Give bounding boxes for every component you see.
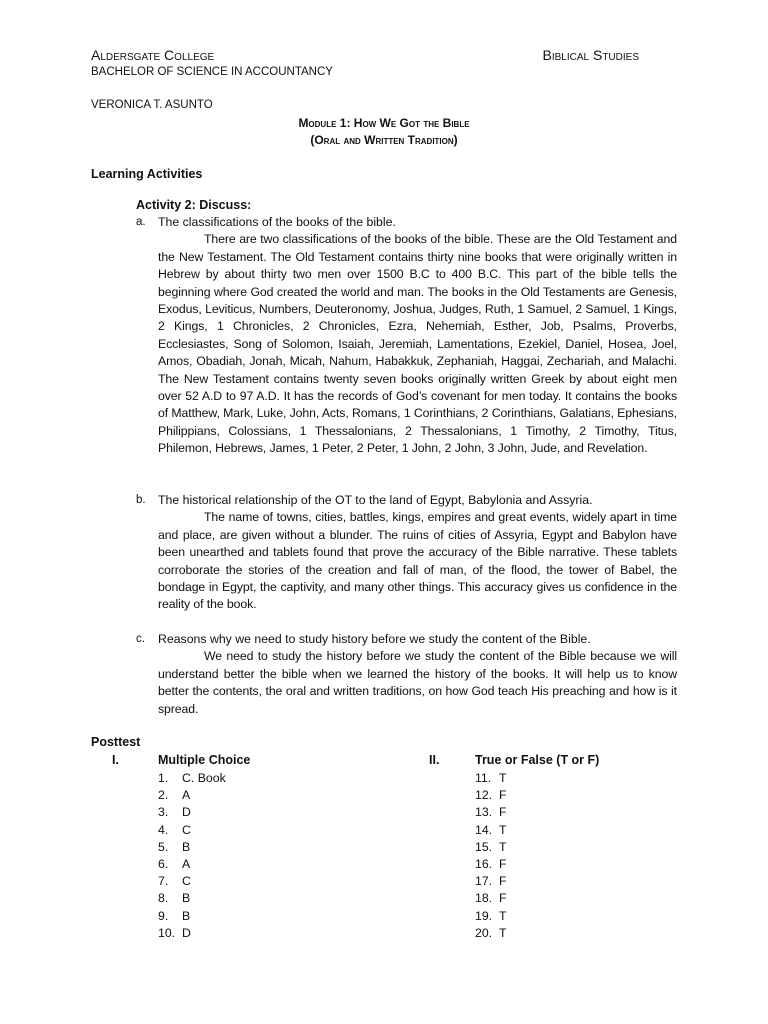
answer-value: T: [499, 822, 507, 837]
answer-number: 1.: [158, 771, 169, 785]
answer-value: B: [182, 891, 191, 906]
answer-row: [158, 925, 226, 942]
item-marker: a.: [136, 216, 146, 228]
answer-number: 3.: [158, 805, 169, 820]
answer-value: B: [182, 839, 191, 854]
answer-value: C. Book: [182, 771, 226, 785]
item-body: The name of towns, cities, battles, kings, empires and great events, widely apart in time and place, are given without a blunder. The ruins of cities of Assyria, Egypt and Babylon have been unearthed and tablets found that prove the accuracy of the Bible narrative. These tablets corroborate the stories of the creation and fall of man, of the flood, the tower of Babel, the bondage in Egypt, the captivity, and many other things. This accuracy gives us confidence in the reality of the book.: [158, 510, 677, 612]
answer-number: 2.: [158, 788, 169, 803]
multiple-choice-answers: [158, 770, 226, 942]
item-title: The classifications of the books of the bible.: [158, 215, 396, 229]
answer-number: 15.: [475, 839, 493, 854]
answer-row: [475, 890, 507, 907]
answer-row: [158, 839, 226, 856]
answer-value: C: [182, 874, 191, 889]
answer-value: T: [499, 839, 507, 854]
answer-value: A: [182, 788, 191, 803]
answer-value: D: [182, 925, 191, 940]
program-name: BACHELOR OF SCIENCE IN ACCOUNTANCY: [91, 66, 333, 78]
answer-number: 8.: [158, 891, 169, 906]
answer-number: 17.: [475, 874, 493, 889]
answer-row: [158, 822, 226, 839]
section-title: Multiple Choice: [158, 753, 251, 767]
activity-item-c: [136, 631, 677, 718]
answer-value: C: [182, 822, 191, 837]
answer-row: [158, 804, 226, 821]
answer-row: [158, 787, 226, 804]
section-title: True or False (T or F): [475, 753, 600, 767]
answer-number: 5.: [158, 839, 169, 854]
answer-number: 10.: [158, 925, 176, 940]
answer-row: [475, 804, 507, 821]
module-title-block: [0, 115, 768, 149]
answer-number: 19.: [475, 908, 493, 923]
answer-row: [475, 925, 507, 942]
answer-number: 12.: [475, 788, 493, 803]
document-header-left: [91, 47, 333, 81]
answer-row: [475, 839, 507, 856]
answer-value: T: [499, 925, 507, 940]
answer-number: 9.: [158, 908, 169, 923]
answer-row: [158, 890, 226, 907]
answer-row: [475, 770, 507, 787]
answer-number: 16.: [475, 857, 493, 872]
item-marker: c.: [136, 633, 145, 645]
author-name: VERONICA T. ASUNTO: [91, 99, 213, 111]
true-false-answers: [475, 770, 507, 942]
answer-value: D: [182, 805, 191, 820]
answer-value: F: [499, 891, 507, 906]
subject-name: Biblical Studies: [542, 47, 639, 63]
answer-value: T: [499, 908, 507, 923]
activity-item-b: [136, 492, 677, 614]
item-body: There are two classifications of the books of the bible. These are the Old Testament and the New Testament. The Old Testament contains thirty nine books that were originally written in Hebrew by about thirty two men over 1500 B.C to 400 B.C. This part of the bible tells the beginning where God created the world and man. The books in the Old Testaments are Genesis, Exodus, Leviticus, Numbers, Deuteronomy, Joshua, Judges, Ruth, 1 Samuel, 2 Samuel, 1 Kings, 2 Kings, 1 Chronicles, 2 Chronicles, Ezra, Nehemiah, Esther, Job, Psalms, Proverbs, Ecclesiastes, Song of Solomon, Isaiah, Jeremiah, Lamentations, Ezekiel, Daniel, Hosea, Joel, Amos, Obadiah, Jonah, Micah, Nahum, Habakkuk, Zephaniah, Haggai, Zechariah, and Malachi. The New Testament contains twenty seven books originally written Greek by about eight men over 52 A.D to 97 A.D. It has the records of God’s covenant for men today. It contains the books of Matthew, Mark, Luke, John, Acts, Romans, 1 Corinthians, 2 Corinthians, Galatians, Ephesians, Philippians, Colossians, 1 Thessalonians, 2 Thessalonians, 1 Timothy, 2 Timothy, Titus, Philemon, Hebrews, James, 1 Peter, 2 Peter, 1 John, 2 John, 3 John, Jude, and Revelation.: [158, 232, 677, 456]
answer-row: [475, 787, 507, 804]
answer-number: 6.: [158, 857, 169, 872]
answer-row: [475, 873, 507, 890]
activity-item-a: [136, 214, 677, 458]
answer-number: 20.: [475, 925, 493, 940]
answer-value: B: [182, 908, 191, 923]
section-numeral: I.: [112, 753, 119, 767]
answer-row: [158, 856, 226, 873]
item-marker: b.: [136, 494, 146, 506]
answer-row: [475, 908, 507, 925]
answer-number: 14.: [475, 822, 493, 837]
answer-number: 13.: [475, 805, 493, 820]
college-name: Aldersgate College: [91, 47, 215, 63]
module-title: Module 1: How We Got the Bible: [298, 116, 470, 130]
activity-title: Activity 2: Discuss:: [136, 198, 252, 212]
answer-number: 4.: [158, 822, 169, 837]
answer-value: F: [499, 788, 507, 803]
answer-row: [158, 770, 226, 787]
answer-number: 7.: [158, 874, 169, 889]
answer-value: F: [499, 874, 507, 889]
answer-value: T: [499, 771, 507, 785]
answer-row: [475, 856, 507, 873]
item-body: We need to study the history before we study the content of the Bible because we will understand better the bible when we learned the history of the books. It will help us to know better the contents, the oral and written traditions, on how God teach His preaching and how is it spread.: [158, 649, 677, 716]
learning-activities-heading: Learning Activities: [91, 167, 203, 181]
answer-value: A: [182, 857, 191, 872]
item-title: Reasons why we need to study history before we study the content of the Bible.: [158, 632, 591, 646]
answer-value: F: [499, 857, 507, 872]
answer-row: [475, 822, 507, 839]
section-numeral: II.: [429, 753, 440, 767]
answer-number: 11.: [475, 771, 492, 785]
answer-row: [158, 908, 226, 925]
answer-row: [158, 873, 226, 890]
module-subtitle: (Oral and Written Tradition): [310, 133, 458, 147]
answer-value: F: [499, 805, 507, 820]
posttest-heading: Posttest: [91, 735, 141, 749]
item-title: The historical relationship of the OT to the land of Egypt, Babylonia and Assyria.: [158, 493, 593, 507]
answer-number: 18.: [475, 891, 493, 906]
